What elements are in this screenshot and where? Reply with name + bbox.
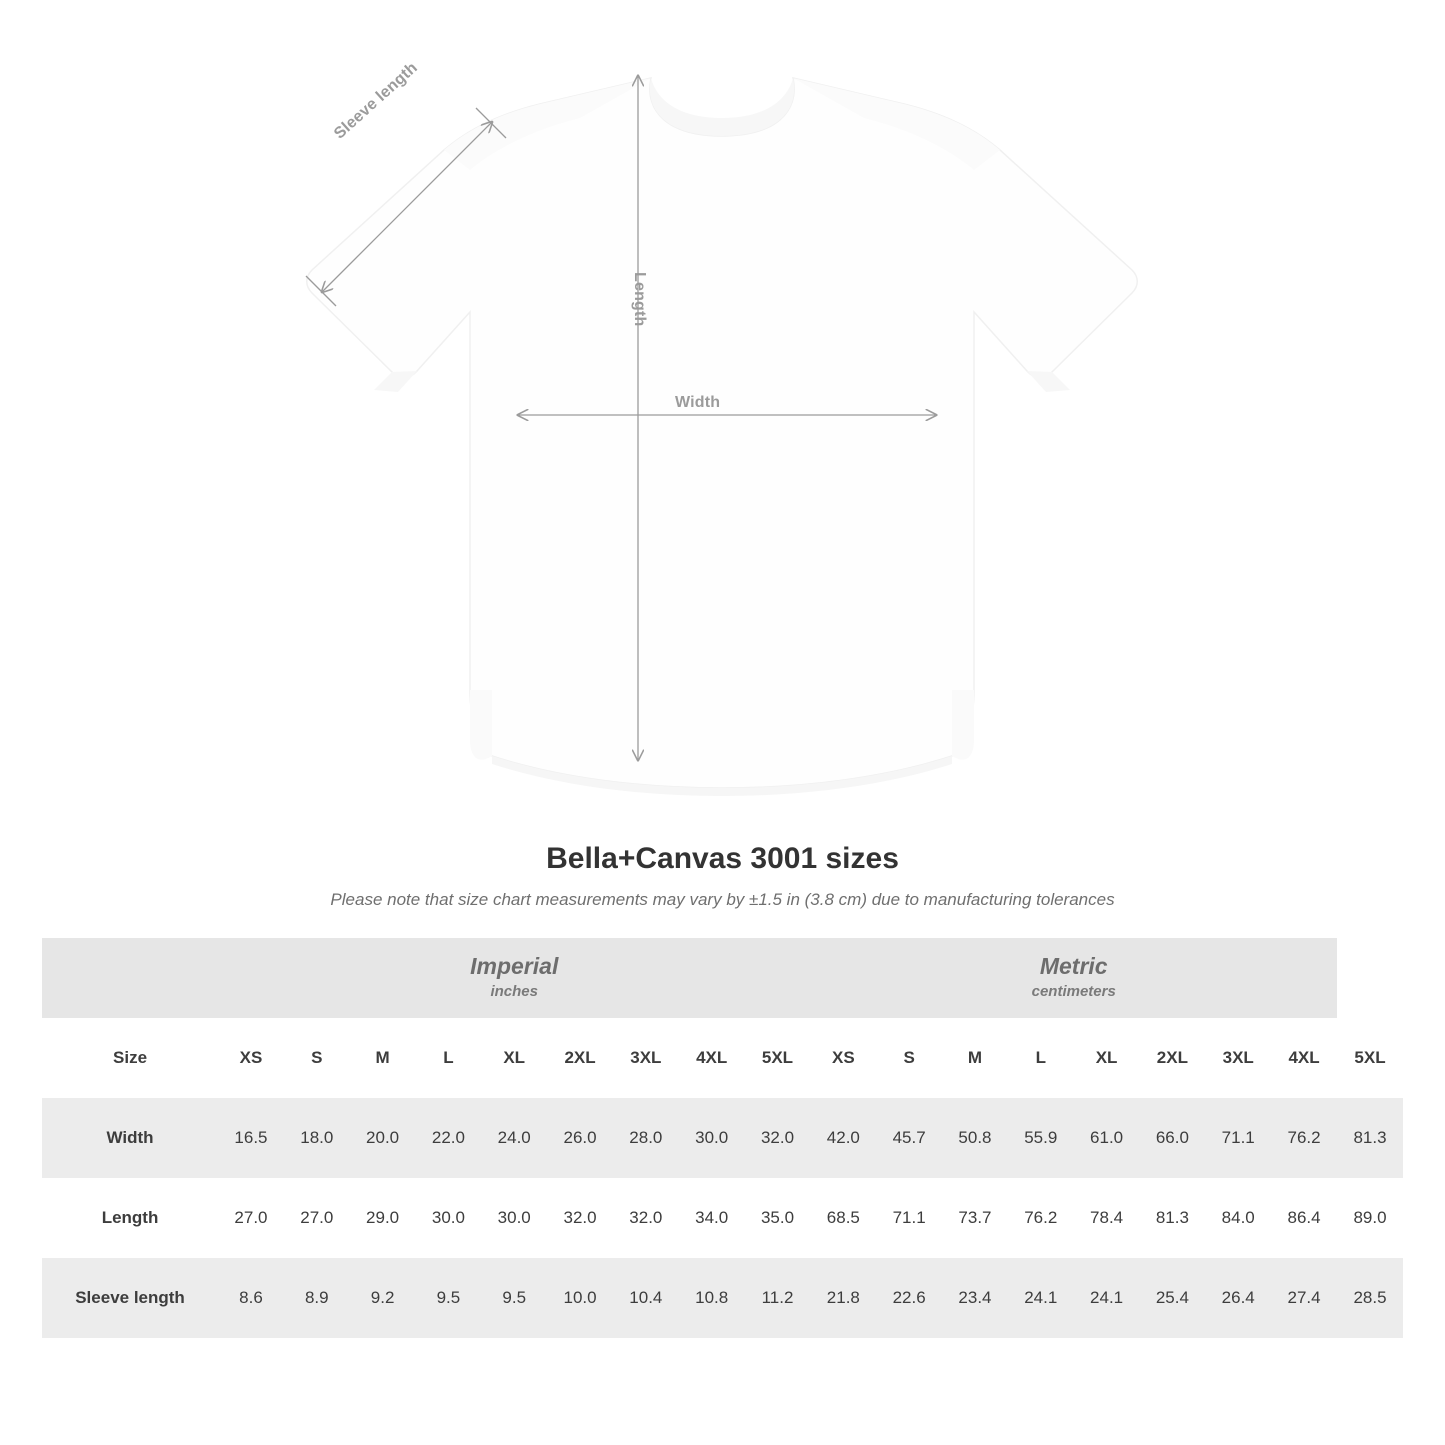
cell: 81.3	[1337, 1098, 1403, 1178]
size-header-cell: 3XL	[613, 1018, 679, 1098]
sleeve-length-label: Sleeve length	[331, 59, 421, 143]
cell: 24.1	[1074, 1258, 1140, 1338]
cell: 22.0	[416, 1098, 482, 1178]
unit-band-row	[42, 938, 1403, 1018]
tolerance-note: Please note that size chart measurements may vary by ±1.5 in (3.8 cm) due to manufacturing tolerances	[330, 890, 1115, 909]
tshirt-shape	[307, 78, 1138, 796]
cell: 28.5	[1337, 1258, 1403, 1338]
cell: 29.0	[350, 1178, 416, 1258]
cell: 27.0	[218, 1178, 284, 1258]
size-header-cell: S	[876, 1018, 942, 1098]
size-header-cell: 5XL	[745, 1018, 811, 1098]
cell: 42.0	[810, 1098, 876, 1178]
size-header-cell: 2XL	[1139, 1018, 1205, 1098]
size-header-cell: L	[416, 1018, 482, 1098]
title-block	[0, 842, 1445, 910]
cell: 18.0	[284, 1098, 350, 1178]
unit-band-spacer	[42, 938, 218, 1018]
size-header-cell: XL	[481, 1018, 547, 1098]
cell: 28.0	[613, 1098, 679, 1178]
cell: 23.4	[942, 1258, 1008, 1338]
cell: 71.1	[1205, 1098, 1271, 1178]
size-header-cell: S	[284, 1018, 350, 1098]
cell: 35.0	[745, 1178, 811, 1258]
cell: 55.9	[1008, 1098, 1074, 1178]
cell: 30.0	[481, 1178, 547, 1258]
cell: 9.5	[416, 1258, 482, 1338]
cell: 73.7	[942, 1178, 1008, 1258]
cell: 76.2	[1271, 1098, 1337, 1178]
size-table	[42, 938, 1403, 1338]
cell: 9.2	[350, 1258, 416, 1338]
page-title: Bella+Canvas 3001 sizes	[546, 842, 899, 875]
cell: 71.1	[876, 1178, 942, 1258]
cell: 10.0	[547, 1258, 613, 1338]
cell: 32.0	[745, 1098, 811, 1178]
cell: 16.5	[218, 1098, 284, 1178]
cell: 20.0	[350, 1098, 416, 1178]
unit-group-imperial-sub: inches	[490, 983, 538, 1001]
size-header-cell: 3XL	[1205, 1018, 1271, 1098]
size-header-cell: 4XL	[1271, 1018, 1337, 1098]
cell: 34.0	[679, 1178, 745, 1258]
size-header-cell: M	[350, 1018, 416, 1098]
cell: 45.7	[876, 1098, 942, 1178]
cell: 11.2	[745, 1258, 811, 1338]
size-header-cell: 5XL	[1337, 1018, 1403, 1098]
cell: 84.0	[1205, 1178, 1271, 1258]
row-label-width: Width	[42, 1098, 218, 1178]
row-label-sleeve-length: Sleeve length	[42, 1258, 218, 1338]
size-header-cell: XL	[1074, 1018, 1140, 1098]
cell: 30.0	[679, 1098, 745, 1178]
size-header-cell: XS	[810, 1018, 876, 1098]
cell: 9.5	[481, 1258, 547, 1338]
cell: 8.6	[218, 1258, 284, 1338]
row-label-length: Length	[42, 1178, 218, 1258]
size-header-cell: 2XL	[547, 1018, 613, 1098]
size-header-cell: L	[1008, 1018, 1074, 1098]
cell: 81.3	[1139, 1178, 1205, 1258]
size-header-cell: XS	[218, 1018, 284, 1098]
unit-group-metric-name: Metric	[1039, 953, 1108, 980]
unit-group-imperial-name: Imperial	[470, 953, 559, 980]
table-row	[42, 1178, 1403, 1258]
cell: 78.4	[1074, 1178, 1140, 1258]
size-header-cell: M	[942, 1018, 1008, 1098]
size-header-cell: 4XL	[679, 1018, 745, 1098]
cell: 26.0	[547, 1098, 613, 1178]
cell: 27.0	[284, 1178, 350, 1258]
cell: 66.0	[1139, 1098, 1205, 1178]
cell: 22.6	[876, 1258, 942, 1338]
cell: 24.1	[1008, 1258, 1074, 1338]
width-label: Width	[675, 394, 721, 411]
cell: 76.2	[1008, 1178, 1074, 1258]
unit-group-imperial	[218, 938, 810, 1018]
cell: 10.4	[613, 1258, 679, 1338]
cell: 27.4	[1271, 1258, 1337, 1338]
cell: 68.5	[810, 1178, 876, 1258]
size-header-row	[42, 1018, 1403, 1098]
cell: 30.0	[416, 1178, 482, 1258]
cell: 25.4	[1139, 1258, 1205, 1338]
cell: 50.8	[942, 1098, 1008, 1178]
cell: 89.0	[1337, 1178, 1403, 1258]
cell: 8.9	[284, 1258, 350, 1338]
cell: 10.8	[679, 1258, 745, 1338]
table-row	[42, 1258, 1403, 1338]
cell: 32.0	[547, 1178, 613, 1258]
table-row	[42, 1098, 1403, 1178]
cell: 32.0	[613, 1178, 679, 1258]
unit-group-metric-sub: centimeters	[1031, 983, 1116, 1001]
size-header-label: Size	[42, 1018, 218, 1098]
unit-group-metric	[810, 938, 1337, 1018]
cell: 24.0	[481, 1098, 547, 1178]
cell: 21.8	[810, 1258, 876, 1338]
size-table-wrap	[42, 938, 1403, 1338]
cell: 86.4	[1271, 1178, 1337, 1258]
length-label: Length	[631, 272, 648, 327]
cell: 26.4	[1205, 1258, 1271, 1338]
cell: 61.0	[1074, 1098, 1140, 1178]
